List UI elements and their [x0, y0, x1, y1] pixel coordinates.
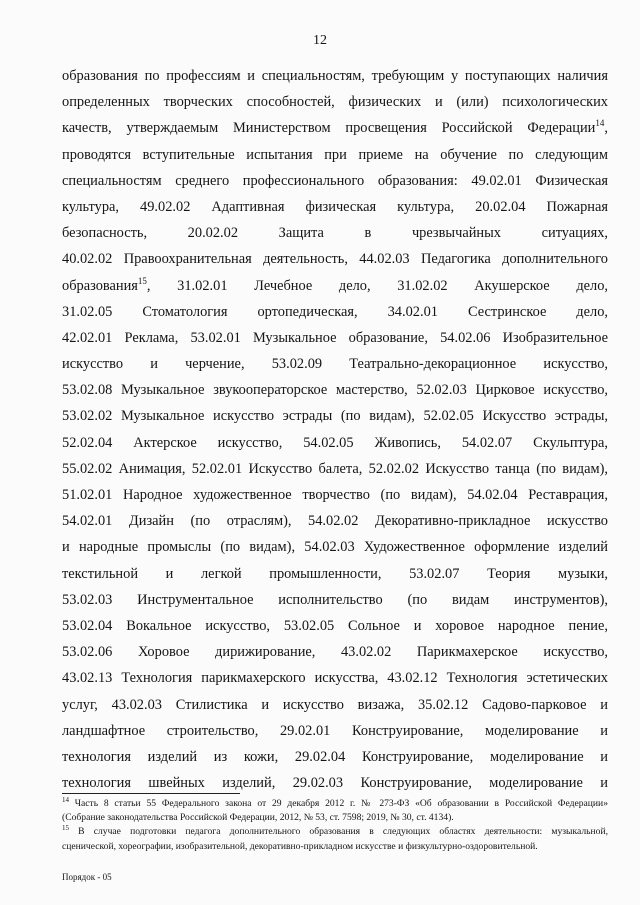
text-line-content: качеств, утверждаемым Министерством просвещения Российской Федерации	[62, 120, 596, 137]
text-line-content: культура, 49.02.02 Адаптивная физическая культура, 20.02.04 Пожарная	[62, 198, 608, 215]
text-line	[62, 194, 608, 220]
text-line	[62, 63, 608, 89]
text-line	[62, 220, 608, 246]
body-text	[62, 63, 608, 796]
text-line	[62, 115, 608, 141]
text-line	[62, 587, 608, 613]
footnote-text: Часть 8 статьи 55 Федерального закона от 29 декабря 2012 г. № 273-ФЗ «Об образовании в Российской Федерации»	[69, 798, 608, 809]
text-line	[62, 89, 608, 115]
text-line	[62, 482, 608, 508]
text-line	[62, 403, 608, 429]
text-line-content: проводятся вступительные испытания при приеме на обучение по следующим	[62, 146, 608, 163]
text-line	[62, 665, 608, 691]
text-line	[62, 613, 608, 639]
text-line-content: услуг, 43.02.03 Стилистика и искусство визажа, 35.02.12 Садово-парковое и	[62, 696, 608, 713]
text-line-content: 53.02.04 Вокальное искусство, 53.02.05 Сольное и хоровое народное пение,	[62, 617, 608, 634]
text-line	[62, 718, 608, 744]
text-line-tail: ,	[604, 120, 608, 137]
text-line	[62, 142, 608, 168]
text-line-content: 53.02.03 Инструментальное исполнительство (по видам инструментов),	[62, 591, 608, 608]
text-line-content: технология изделий из кожи, 29.02.04 Конструирование, моделирование и	[62, 748, 608, 765]
text-line	[62, 456, 608, 482]
footnote-text: (Собрание законодательства Российской Федерации, 2012, № 53, ст. 7598; 2019, № 30, ст. 4134).	[62, 812, 454, 824]
text-line-content: 40.02.02 Правоохранительная деятельность, 44.02.03 Педагогика дополнительного	[62, 251, 608, 268]
text-line-content: 53.02.02 Музыкальное искусство эстрады (по видам), 52.02.05 Искусство эстрады,	[62, 408, 608, 425]
text-line	[62, 744, 608, 770]
text-line	[62, 508, 608, 534]
text-line-content: текстильной и легкой промышленности, 53.02.07 Теория музыки,	[62, 565, 608, 582]
text-line-content: 54.02.01 Дизайн (по отраслям), 54.02.02 Декоративно-прикладное искусство	[62, 513, 608, 530]
text-line	[62, 351, 608, 377]
text-line	[62, 299, 608, 325]
footnote-number: 15	[62, 825, 69, 833]
text-line-content: 31.02.05 Стоматология ортопедическая, 34.02.01 Сестринское дело,	[62, 303, 608, 320]
text-line	[62, 534, 608, 560]
text-line-content: образования по профессиям и специальностям, требующим у поступающих наличия	[62, 68, 608, 84]
text-line-content: определенных творческих способностей, физических и (или) психологических	[62, 94, 608, 111]
text-line-content: технология швейных изделий, 29.02.03 Конструирование, моделирование и	[62, 775, 608, 792]
footnote-text: В случае подготовки педагога дополнительного образования в следующих областях деятельности: музыкальной,	[69, 826, 608, 838]
text-line-content: 53.02.06 Хоровое дирижирование, 43.02.02 Парикмахерское искусство,	[62, 644, 608, 661]
text-line	[62, 377, 608, 403]
text-line	[62, 561, 608, 587]
text-line-content: образования	[62, 277, 138, 294]
text-line-content: безопасность, 20.02.02 Защита в чрезвычайных ситуациях,	[62, 225, 608, 242]
footer-label: Порядок - 05	[62, 872, 112, 882]
text-line-tail: , 31.02.01 Лечебное дело, 31.02.02 Акушерское дело,	[146, 277, 608, 294]
text-line-content: и народные промыслы (по видам), 54.02.03 Художественное оформление изделий	[62, 539, 608, 556]
text-line	[62, 168, 608, 194]
text-line-content: ландшафтное строительство, 29.02.01 Конструирование, моделирование и	[62, 722, 608, 739]
footnote-line	[62, 811, 608, 825]
text-line	[62, 325, 608, 351]
footnote-line	[62, 797, 608, 811]
text-line	[62, 430, 608, 456]
footnote-line	[62, 840, 608, 854]
text-line-content: специальностям среднего профессионального образования: 49.02.01 Физическая	[62, 172, 608, 189]
text-line-content: 53.02.08 Музыкальное звукооператорское мастерство, 52.02.03 Цирковое искусство,	[62, 382, 608, 399]
text-line	[62, 273, 608, 299]
footnote-ref: 15	[137, 275, 147, 286]
text-line-content: 43.02.13 Технология парикмахерского искусства, 43.02.12 Технология эстетических	[62, 670, 608, 687]
text-line	[62, 246, 608, 272]
footnote-line	[62, 825, 608, 839]
text-line	[62, 639, 608, 665]
text-line-content: 52.02.04 Актерское искусство, 54.02.05 Живопись, 54.02.07 Скульптура,	[62, 434, 608, 451]
page-number: 12	[313, 33, 327, 48]
footnote-number: 14	[62, 797, 69, 804]
text-line-content: 55.02.02 Анимация, 52.02.01 Искусство балета, 52.02.02 Искусство танца (по видам),	[62, 460, 608, 477]
footnotes	[62, 797, 608, 854]
footnote-text: сценической, хореографии, изобразительной, декоративно-прикладном искусстве и физкультурно-оздоровительной.	[62, 840, 538, 852]
text-line	[62, 692, 608, 718]
footnote-separator	[62, 793, 240, 794]
footnote-ref: 14	[595, 118, 605, 129]
text-line-content: 42.02.01 Реклама, 53.02.01 Музыкальное образование, 54.02.06 Изобразительное	[62, 329, 608, 346]
text-line-content: искусство и черчение, 53.02.09 Театрально-декорационное искусство,	[62, 356, 608, 373]
text-line-content: 51.02.01 Народное художественное творчество (по видам), 54.02.04 Реставрация,	[62, 487, 608, 503]
